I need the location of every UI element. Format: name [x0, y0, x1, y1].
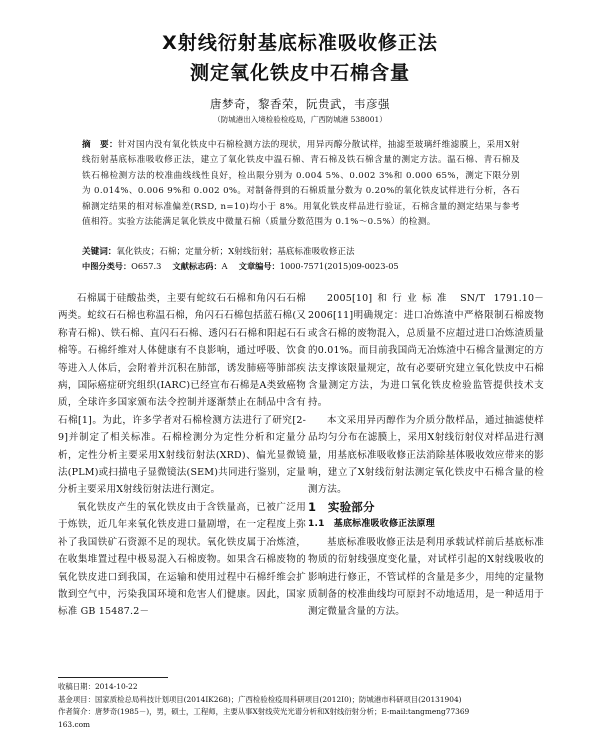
keywords-label: 关键词：: [82, 247, 117, 257]
right-column: [308, 290, 544, 621]
right-paragraph-3: 基底标准吸收修正法是利用承载试样前后基底标准物质的衍射线强度变化量，对试样引起的X射线吸收的影响进行修正，不管试样的含量是多少，用纯的定量物质制备的校准曲线均可原封不动地适用，是一种适用于测定微量含量的方法。: [308, 536, 544, 618]
abstract: [82, 138, 520, 230]
footnote-divider: [58, 677, 168, 678]
left-paragraph-1: 石棉属于硅酸盐类，主要有蛇纹石石棉和角闪石石棉两类。蛇纹石石棉也称温石棉，角闪石石棉包括蓝石棉(又称青石棉)、铁石棉、直闪石石棉、透闪石石棉和阳起石石棉等。石棉纤维对人体健康有不良影响，通过呼吸、饮食等进入人体后，会附着并沉积在肺部，诱发肺癌等肺部疾病，国际癌症研究组织(IARC)已经宣布石棉是A类致癌物质，全球许多国家颁布法令控制并逐渐禁止在制品中含有石棉[1]。为此，许多学者对石棉检测方法进行了研究[2-9]并制定了相关标准。石棉检测分为定性分析和定量分析，定性分析主要采用X射线衍射法(XRD)、偏光显微镜法(PLM)或扫描电子显微镜法(SEM)共同进行鉴别，定量分析主要采用X射线衍射法进行测定。: [58, 293, 306, 496]
footnotes: [58, 681, 544, 731]
clc-code: O657.3: [131, 261, 162, 271]
doc-code-label: 文献标志码：: [172, 261, 222, 271]
classification-line: [82, 260, 520, 273]
footnote-email-continued: 163.com: [58, 719, 91, 729]
footnote-fund: 基金项目：国家质检总局科技计划项目(2014IK268)；广西检验检疫局科研项目(2012I0)；防城港市科研项目(20131904): [58, 694, 462, 704]
keywords-text: 氧化铁皮；石棉；定量分析；X射线衍射；基底标准吸收修正法: [116, 247, 355, 257]
paper-title-line-2: 测定氧化铁皮中石棉含量: [189, 62, 410, 84]
abstract-text: 针对国内没有氧化铁皮中石棉检测方法的现状，用异丙醇分散试样，抽滤至玻璃纤维滤膜上，采用X射线衍射基底标准吸收修正法，建立了氧化铁皮中温石棉、青石棉及铁石棉含量的测定方法。温石棉、青石棉及铁石棉检测方法的校准曲线线性良好，检出限分别为 0.004 5%、0.002 3%和 0.000 65%，测定下限分别为 0.014%、0.006 9%和 0.002 0%。对制备得到的石棉质量分数为 0.20%的氧化铁皮试样进行分析，各石棉测定结果的相对标准偏差(RSD, n=10)均小于 8%。用氧化铁皮样品进行验证，石棉含量的测定结果与参考值相符。实验方法能满足氧化铁皮中微量石棉（质量分数范围为 0.1%～0.5%）的检测。: [82, 140, 520, 228]
paper-title-line-1: X射线衍射基底标准吸收修正法: [162, 32, 438, 54]
author-list: 唐梦奇，黎香荣，阮贵武，韦彦强: [210, 97, 390, 111]
subsection-heading-principle: 1.1 基底标准吸收修正法原理: [308, 519, 435, 530]
abstract-label: 摘 要：: [82, 140, 118, 150]
footnote-received: 收稿日期：2014-10-22: [58, 682, 138, 691]
article-number: 1000-7571(2015)09-0023-05: [279, 261, 399, 271]
left-paragraph-2: 氧化铁皮产生的氧化铁皮由于含铁量高，已被广泛用于炼铁，近几年来氧化铁皮进口量剧增，在一定程度上弥补了我国铁矿石资源不足的现状。氧化铁皮属于冶炼渣，在收集堆置过程中极易混入石棉废物。如果含石棉废物的氧化铁皮进口到我国，在运输和使用过程中石棉纤维会扩散到空气中，污染我国环境和危害人们健康。因此，国家标准 GB 15487.2－: [58, 501, 306, 618]
section-heading-experimental: 1 实验部分: [308, 499, 375, 514]
keywords: [82, 246, 520, 259]
right-paragraph-2: 本文采用异丙醇作为介质分散样品，通过抽滤使样品均匀分布在滤膜上，采用X射线衍射仪对样品进行测量，用基底标准吸收修正法消除基体吸收效应带来的影响，建立了X射线衍射法测定氧化铁皮中石棉含量的检测方法。: [308, 414, 544, 496]
clc-label: 中图分类号：: [82, 261, 132, 271]
footnote-bio: 作者简介：唐梦奇(1985－)，男，硕士，工程师，主要从事X射线荧光光谱分析和X射线衍射分析；E-mail:tangmeng77369: [58, 707, 470, 716]
left-column: [58, 290, 306, 621]
affiliation: （防城港出入境检验检疫局，广西防城港 538001）: [213, 115, 387, 124]
right-paragraph-1: 2005[10]和行业标准 SN/T 1791.10－2006[11]明确规定：进口冶炼渣中严格限制石棉废物或含石棉的废物混入，总质量不应超过进口冶炼渣质量的0.01%。而目前我国尚无冶炼渣中石棉含量测定的方法支撑该限量规定，故有必要研究建立氧化铁皮中石棉含量测定方法，为进口氧化铁皮检验监管提供技术支持。: [308, 293, 544, 409]
article-number-label: 文章编号：: [238, 261, 280, 271]
doc-code: A: [221, 261, 228, 271]
